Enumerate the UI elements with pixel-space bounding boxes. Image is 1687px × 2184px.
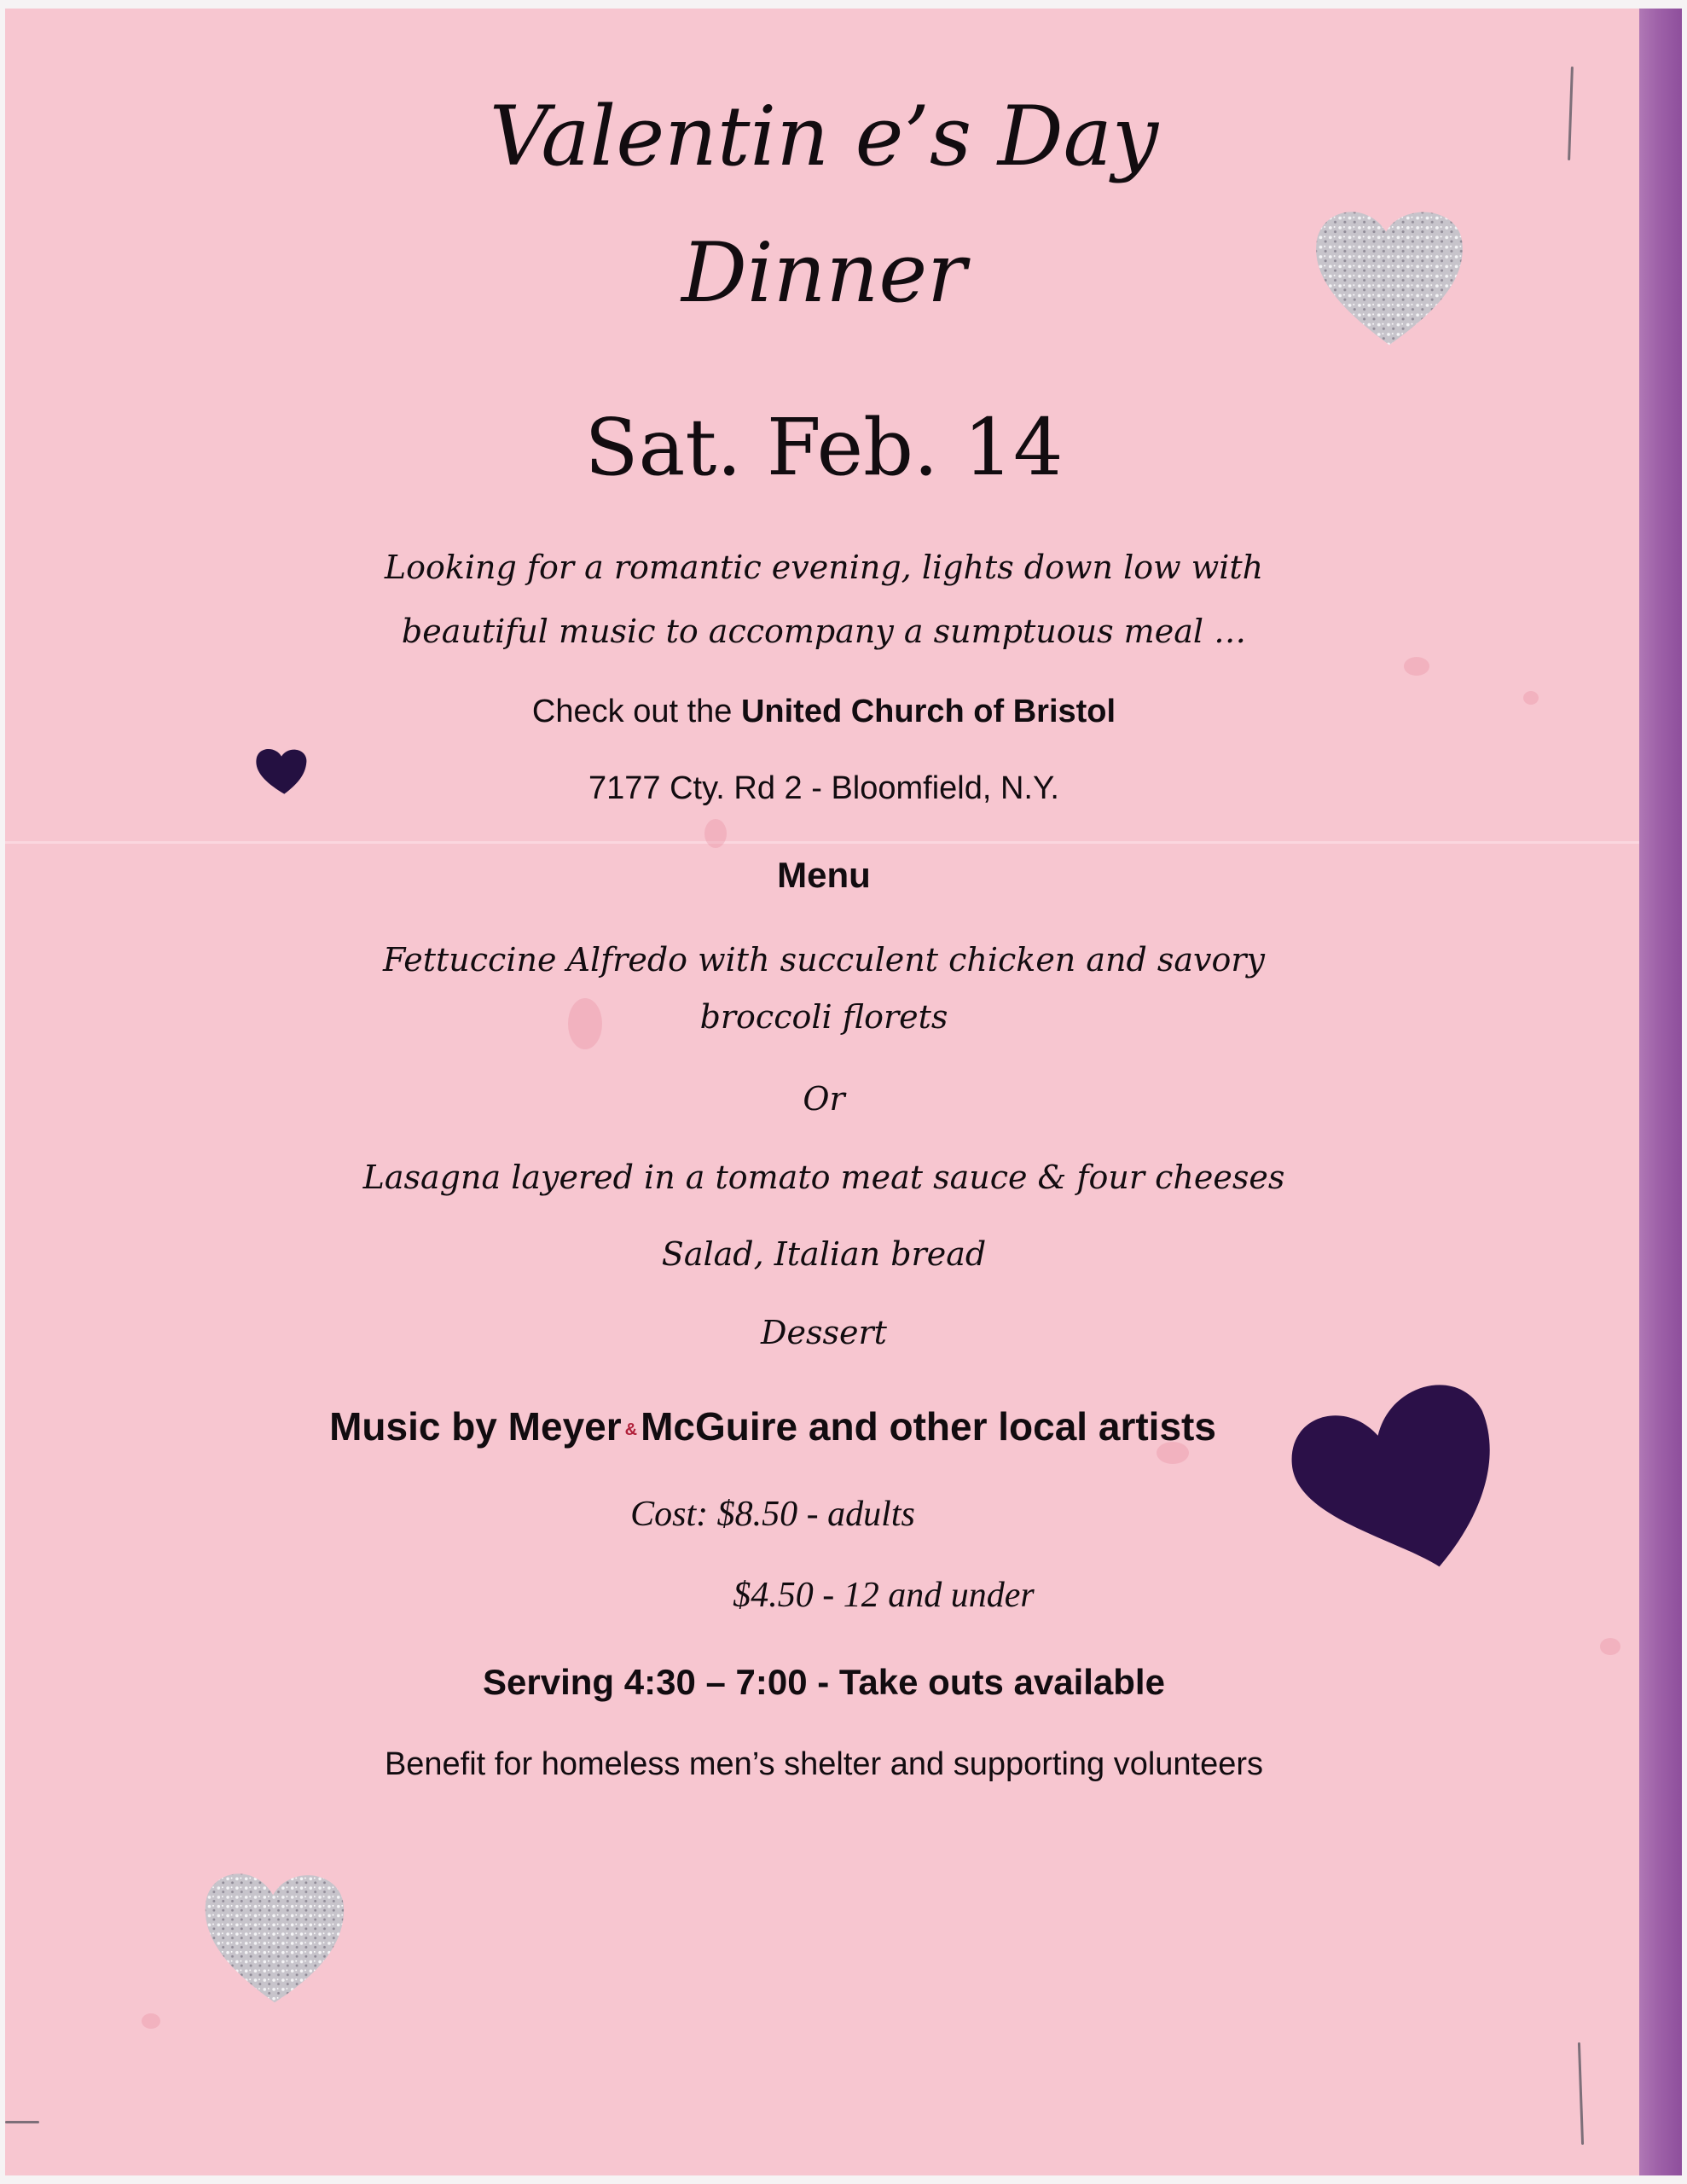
staple-mark	[1578, 2042, 1584, 2145]
venue-name: United Church of Bristol	[740, 694, 1116, 729]
staple-mark	[5, 2121, 39, 2123]
menu-item-2: Lasagna layered in a tomato meat sauce & four cheeses	[362, 1159, 1285, 1196]
ink-blot	[1600, 1638, 1620, 1655]
navy-heart-icon	[252, 744, 310, 795]
venue-line	[5, 688, 1643, 735]
intro-line-1: Looking for a romantic evening, lights down low with	[384, 549, 1264, 586]
flyer-page	[5, 9, 1643, 2175]
event-date: Sat. Feb. 14	[584, 402, 1064, 493]
venue-address: 7177 Cty. Rd 2 - Bloomfield, N.Y.	[588, 770, 1059, 806]
fold-line	[5, 841, 1643, 844]
music-ampersand: &	[624, 1420, 638, 1439]
ink-blot	[1404, 657, 1429, 676]
menu-item-1-line-1: Fettuccine Alfredo with succulent chicken and savory	[382, 941, 1266, 979]
intro-line-2: beautiful music to accompany a sumptuous meal …	[401, 613, 1247, 650]
ink-blot	[142, 2013, 160, 2029]
glitter-heart-icon	[1308, 196, 1470, 350]
menu-dessert: Dessert	[761, 1314, 887, 1351]
cost-adults: Cost: $8.50 - adults	[630, 1495, 915, 1534]
serving-times: Serving 4:30 – 7:00 - Take outs available	[483, 1662, 1165, 1702]
menu-sides: Salad, Italian bread	[661, 1235, 987, 1273]
menu-item-1-line-2: broccoli florets	[699, 998, 948, 1036]
venue-prefix: Check out the	[531, 694, 741, 729]
benefit-note: Benefit for homeless men’s shelter and supporting volunteers	[384, 1746, 1264, 1782]
ink-blot	[704, 819, 727, 848]
menu-heading: Menu	[777, 855, 871, 895]
music-rest: McGuire and other local artists	[641, 1404, 1216, 1449]
title-line-1: Valentin e’s Day	[489, 89, 1159, 184]
purple-heart-icon	[1288, 1370, 1493, 1575]
title-line-2: Dinner	[681, 225, 967, 321]
purple-paper-edge	[1639, 9, 1682, 2175]
glitter-heart-icon	[198, 1858, 351, 2012]
music-prefix: Music by Meyer	[329, 1404, 622, 1449]
cost-children: $4.50 - 12 and under	[733, 1576, 1035, 1615]
menu-or: Or	[803, 1080, 845, 1118]
